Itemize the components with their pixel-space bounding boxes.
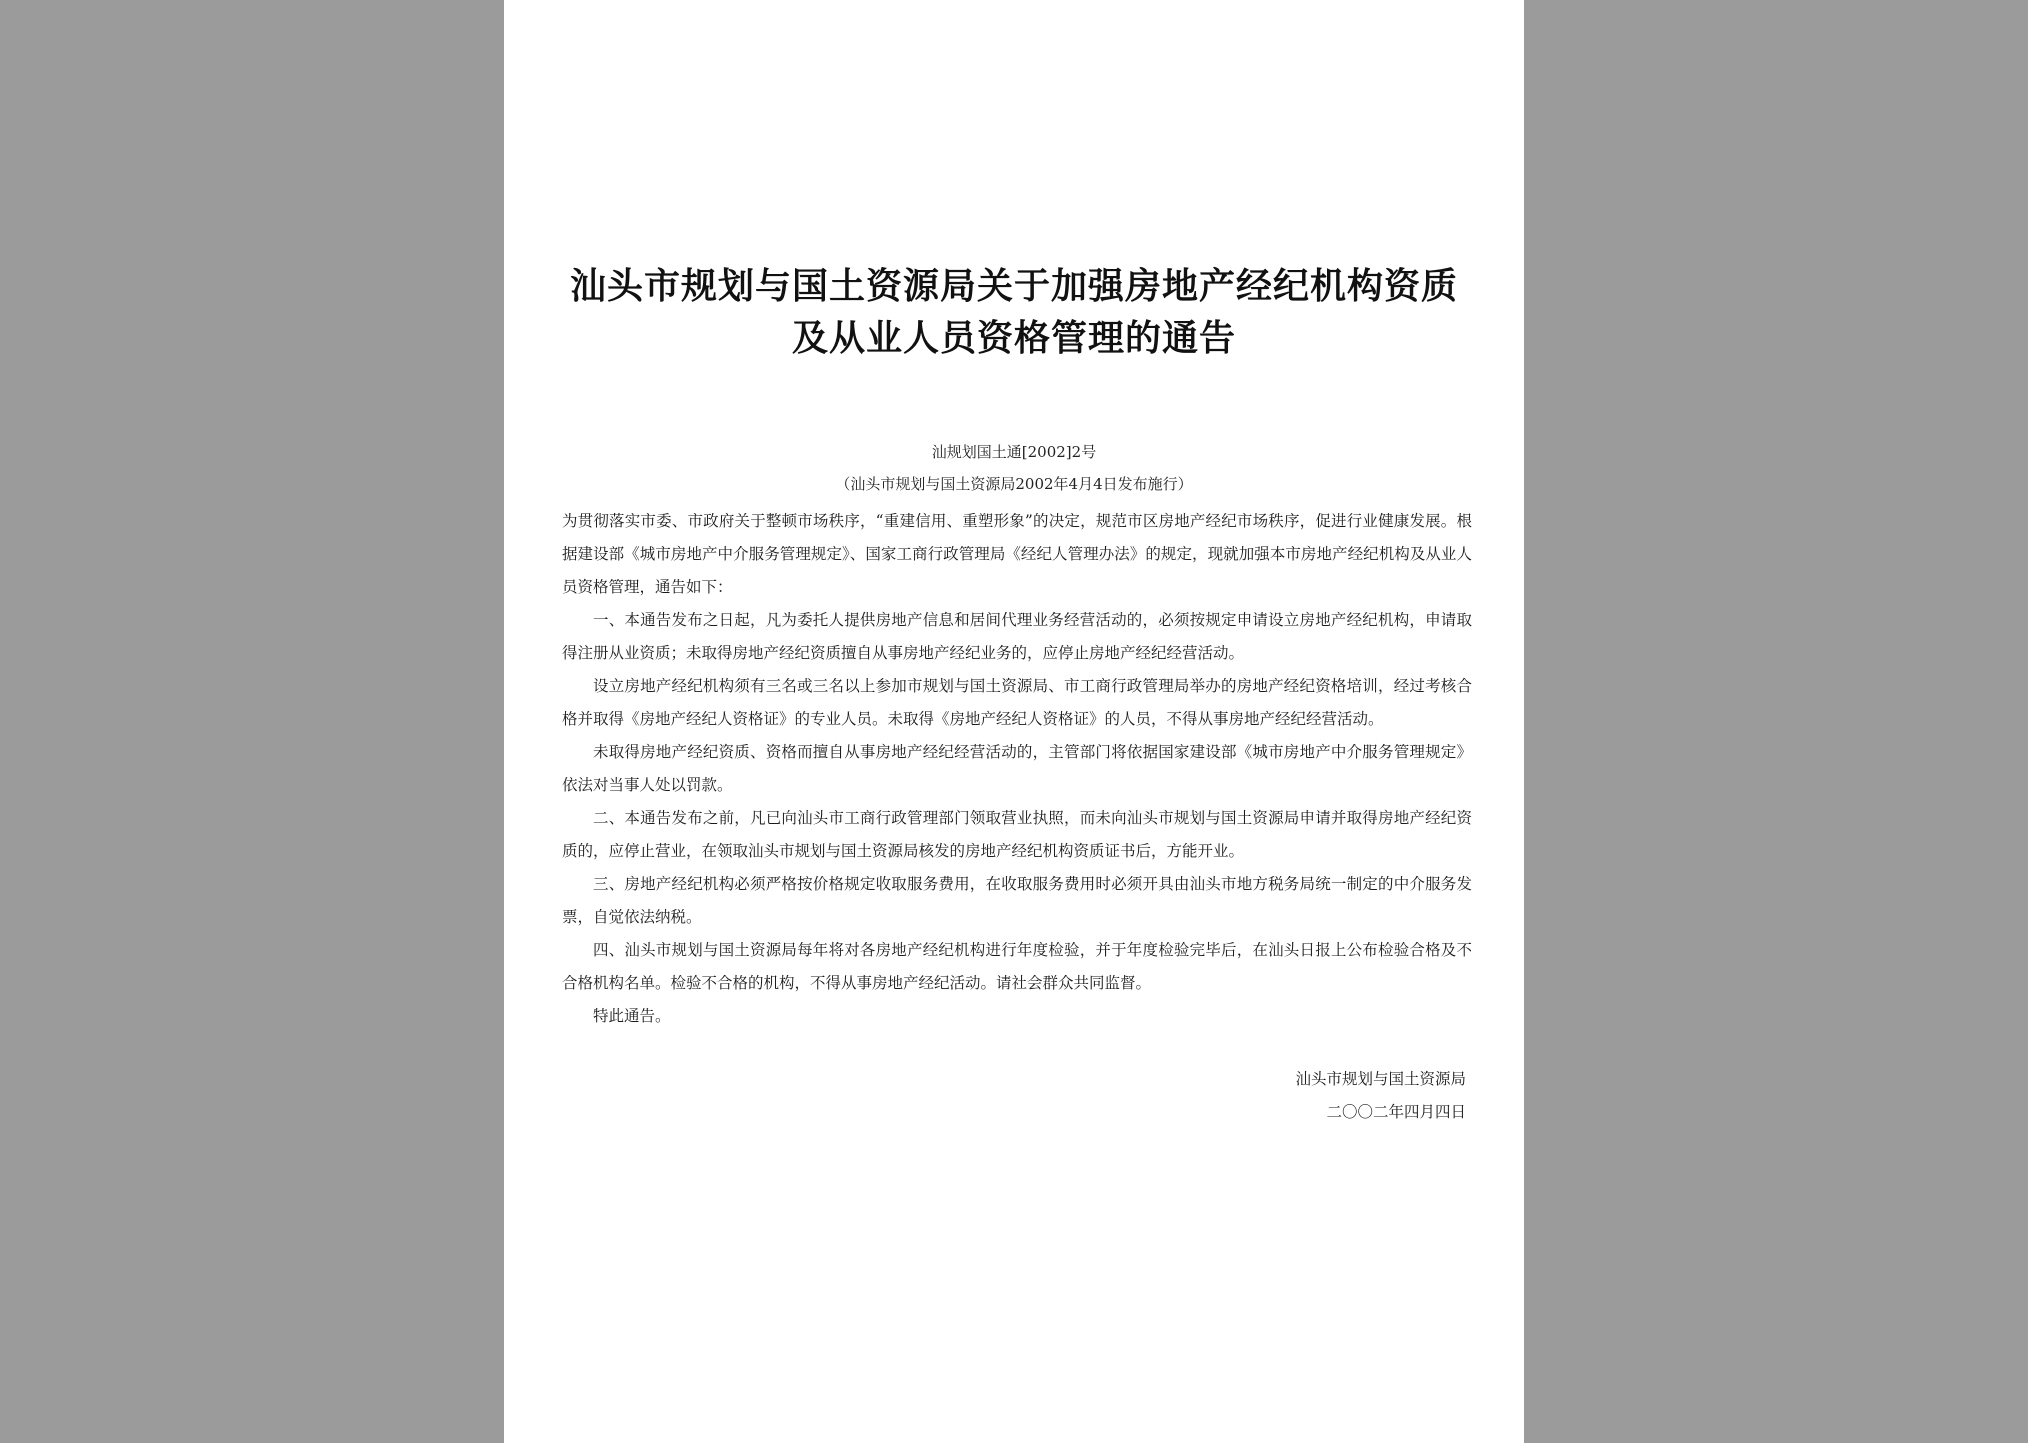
issue-note: （汕头市规划与国土资源局2002年4月4日发布施行） [835, 475, 1193, 493]
paragraph-intro: 为贯彻落实市委、市政府关于整顿市场秩序，“重建信用、重塑形象”的决定，规范市区房地产经纪市场秩序，促进行业健康发展。根据建设部《城市房地产中介服务管理规定》、国家工商行政管理局《经纪人管理办法》的规定，现就加强本市房地产经纪机构及从业人员资格管理，通告如下： [562, 512, 1472, 596]
signature-date: 二〇〇二年四月四日 [1326, 1103, 1466, 1121]
title-line-1: 汕头市规划与国土资源局关于加强房地产经纪机构资质 [569, 265, 1458, 307]
paragraph-clause-1-penalty: 未取得房地产经纪资质、资格而擅自从事房地产经纪经营活动的，主管部门将依据国家建设部《城市房地产中介服务管理规定》依法对当事人处以罚款。 [562, 743, 1472, 794]
signature-organization: 汕头市规划与国土资源局 [1295, 1070, 1466, 1088]
paragraph-clause-1: 一、本通告发布之日起，凡为委托人提供房地产信息和居间代理业务经营活动的，必须按规定申请设立房地产经纪机构，申请取得注册从业资质；未取得房地产经纪资质擅自从事房地产经纪业务的，应停止房地产经纪经营活动。 [562, 611, 1472, 662]
paragraph-clause-3: 三、房地产经纪机构必须严格按价格规定收取服务费用，在收取服务费用时必须开具由汕头市地方税务局统一制定的中介服务发票，自觉依法纳税。 [562, 875, 1472, 926]
paragraph-clause-4: 四、汕头市规划与国土资源局每年将对各房地产经纪机构进行年度检验，并于年度检验完毕后，在汕头日报上公布检验合格及不合格机构名单。检验不合格的机构，不得从事房地产经纪活动。请社会群众共同监督。 [562, 941, 1472, 992]
paragraph-clause-1-requirement: 设立房地产经纪机构须有三名或三名以上参加市规划与国土资源局、市工商行政管理局举办的房地产经纪资格培训，经过考核合格并取得《房地产经纪人资格证》的专业人员。未取得《房地产经纪人资格证》的人员，不得从事房地产经纪经营活动。 [562, 677, 1472, 728]
document-page [504, 0, 1524, 1443]
paragraph-closing: 特此通告。 [593, 1007, 671, 1025]
document-title [544, 260, 1484, 364]
document-number: 汕规划国土通[2002]2号 [931, 443, 1097, 461]
title-line-2: 及从业人员资格管理的通告 [791, 317, 1236, 359]
signature-block [1295, 1063, 1466, 1129]
paragraph-clause-2: 二、本通告发布之前，凡已向汕头市工商行政管理部门领取营业执照，而未向汕头市规划与国土资源局申请并取得房地产经纪资质的，应停止营业，在领取汕头市规划与国土资源局核发的房地产经纪机构资质证书后，方能开业。 [562, 809, 1472, 860]
document-body [562, 505, 1472, 1033]
